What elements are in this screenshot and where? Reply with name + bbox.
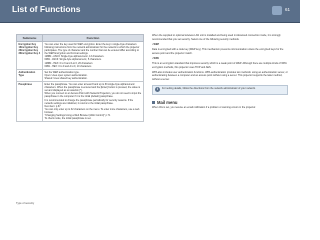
paragraph: This is an encryption standard that improves security which is a weak point of WEP. Although there are multiple kinds of WPA encryption methods, this projector uses TKIP and AES. <box>152 61 287 69</box>
page-number: 61 <box>285 7 291 12</box>
note-box <box>152 85 288 95</box>
column-header-submenu: Submenu <box>17 35 43 42</box>
info-icon: i <box>155 87 160 92</box>
body-text-column <box>152 34 288 111</box>
function-line: To check mode, the initial passphrase is set. <box>44 117 92 121</box>
paragraph: When the supplied or optional wireless LAN unit is installed and being used in Advanced connection mode, it is strongly recommended that you set security. Select one of the following security methods. <box>152 34 281 41</box>
function-line: "Changing Settings Using a Web Browser (Web Control)" p.71 <box>44 113 111 117</box>
note-text: For setting details, follow the directions from the network administrator of your network. <box>162 87 256 90</box>
function-line: When you connect to an Access Point with Network Projection, you do not need to input the passphrase in the computer if it is the initial (default) passphrase. <box>44 92 142 99</box>
table-cell-function <box>43 42 144 70</box>
table-cell-submenu: Encryption Key 1/Encryption Key 2/Encryption Key 3/Encryption Key 4 <box>17 42 43 70</box>
function-line: Next item: p.67 <box>44 104 61 108</box>
function-line: Enter the passphrase. You can enter at least 8 and up to 63 single-byte alphanumeric characters. When the passphrase is entered and the [Enter] button is pressed, the value is set and displayed as an asterisk (*). <box>44 83 141 93</box>
section-heading: Mail menu <box>152 101 288 105</box>
table-row <box>17 42 144 70</box>
function-line: 128Bit - HEX: 0 to 9 and A to F, 26 characters <box>44 61 93 65</box>
page-title: List of Functions <box>12 4 81 14</box>
column-header-function: Function <box>43 35 144 42</box>
section-paragraph: When this is set, you receive an email notification if a problem or warning occurs in the projector. <box>152 106 256 110</box>
table-row <box>17 69 144 81</box>
paragraph: WPA also includes user authentication functions. WPA authentication provides two methods: using an authentication server, or authenticating between a computer and an access point without using a server. This projector supports the latter method, without a server. <box>152 70 288 81</box>
paragraph: Data is encrypted with a code key (WEP key). This mechanism prevents communication unless the encrypted keys for the access point and the projector match. <box>152 47 284 55</box>
table-cell-function <box>43 82 144 122</box>
functions-table <box>16 34 144 122</box>
table-cell-function <box>43 69 144 81</box>
function-line: 64Bit - ASCII: Single-byte alphanumeric, 5 characters. <box>44 58 102 62</box>
table-header-row <box>17 35 144 42</box>
function-line: Set the WEP authentication type. <box>44 70 80 74</box>
function-line: Open: Uses open system authentication. <box>44 73 88 77</box>
function-line: Shared: Uses shared key authentication. <box>44 76 88 80</box>
table-cell-submenu: Passphrase <box>17 82 43 122</box>
security-method-heading: • WPA <box>152 57 288 61</box>
function-line: participates. The type of character and the number that can be entered differ according to the WEP Encryption and Format settings. <box>44 49 139 56</box>
table-row <box>17 82 144 122</box>
footer-text: Type of security <box>16 202 35 205</box>
book-icon <box>272 6 282 15</box>
function-line: 128Bit - ASCII: Single-byte alphanumeric, 13 characters. <box>44 55 105 59</box>
table-cell-submenu: Authentication Type <box>17 69 43 81</box>
function-line: It is recommended to change the passphrase periodically for security reasons. If the network settings are initialized, it returns to the initial passphrase. <box>44 98 134 105</box>
function-line: 64Bit - HEX: 0 to 9 and A to F, 10 characters <box>44 64 92 68</box>
page-header <box>0 0 300 23</box>
function-line: You can only enter up to 32 characters on the menu. To enter more characters, use a web browser. <box>44 107 140 114</box>
function-line: You can enter the key used for WEP encryption. Enter the key in single-byte characters following instructions from the network administrator for the network to which the projector <box>44 43 140 50</box>
security-method-heading: • WEP <box>152 43 288 47</box>
